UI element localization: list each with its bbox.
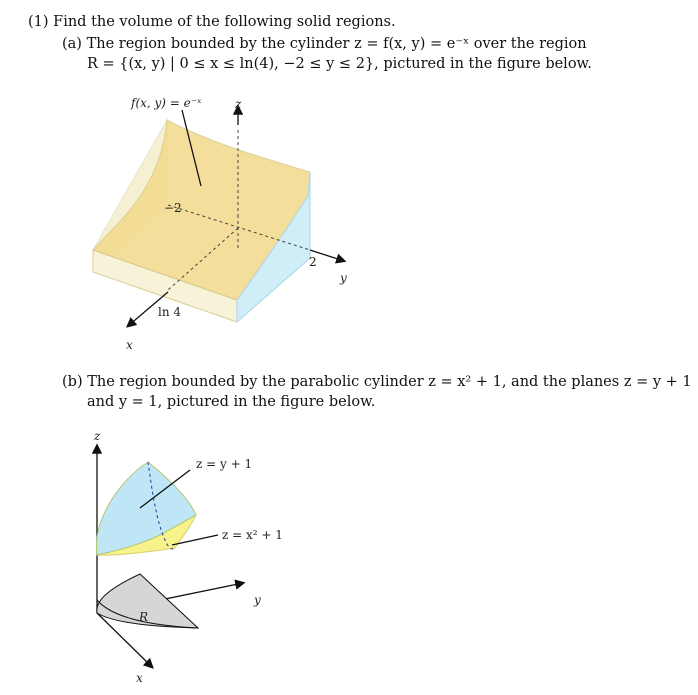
tick-2: 2 [309,255,317,269]
x-label-b: x [136,671,143,685]
z-label-a: z [235,97,242,111]
y-label-a: y [340,271,347,285]
function-label: f(x, y) = e⁻ˣ [131,96,202,110]
region-label: R [139,610,149,624]
part-b-line-2: and y = 1, pictured in the figure below. [87,394,376,410]
x-label-a: x [126,338,133,352]
part-a-line-1: (a) The region bounded by the cylinder z = f(x, y) = e⁻ˣ over the region [62,36,587,52]
part-a-line-2: R = {(x, y) | 0 ≤ x ≤ ln(4), −2 ≤ y ≤ 2}, pictured in the figure below. [87,56,592,72]
part-b-line-1: (b) The region bounded by the parabolic cylinder z = x² + 1, and the planes z = y + 1 [62,374,692,390]
z-label-b: z [94,429,101,443]
plane-label: z = y + 1 [196,457,253,471]
y-label-b: y [254,593,261,607]
tick-neg2: −2 [164,201,182,215]
tick-ln4: ln 4 [158,305,182,319]
parabolic-label: z = x² + 1 [222,528,283,542]
problem-heading: (1) Find the volume of the following solid regions. [28,14,396,30]
plane-surface [96,462,196,555]
